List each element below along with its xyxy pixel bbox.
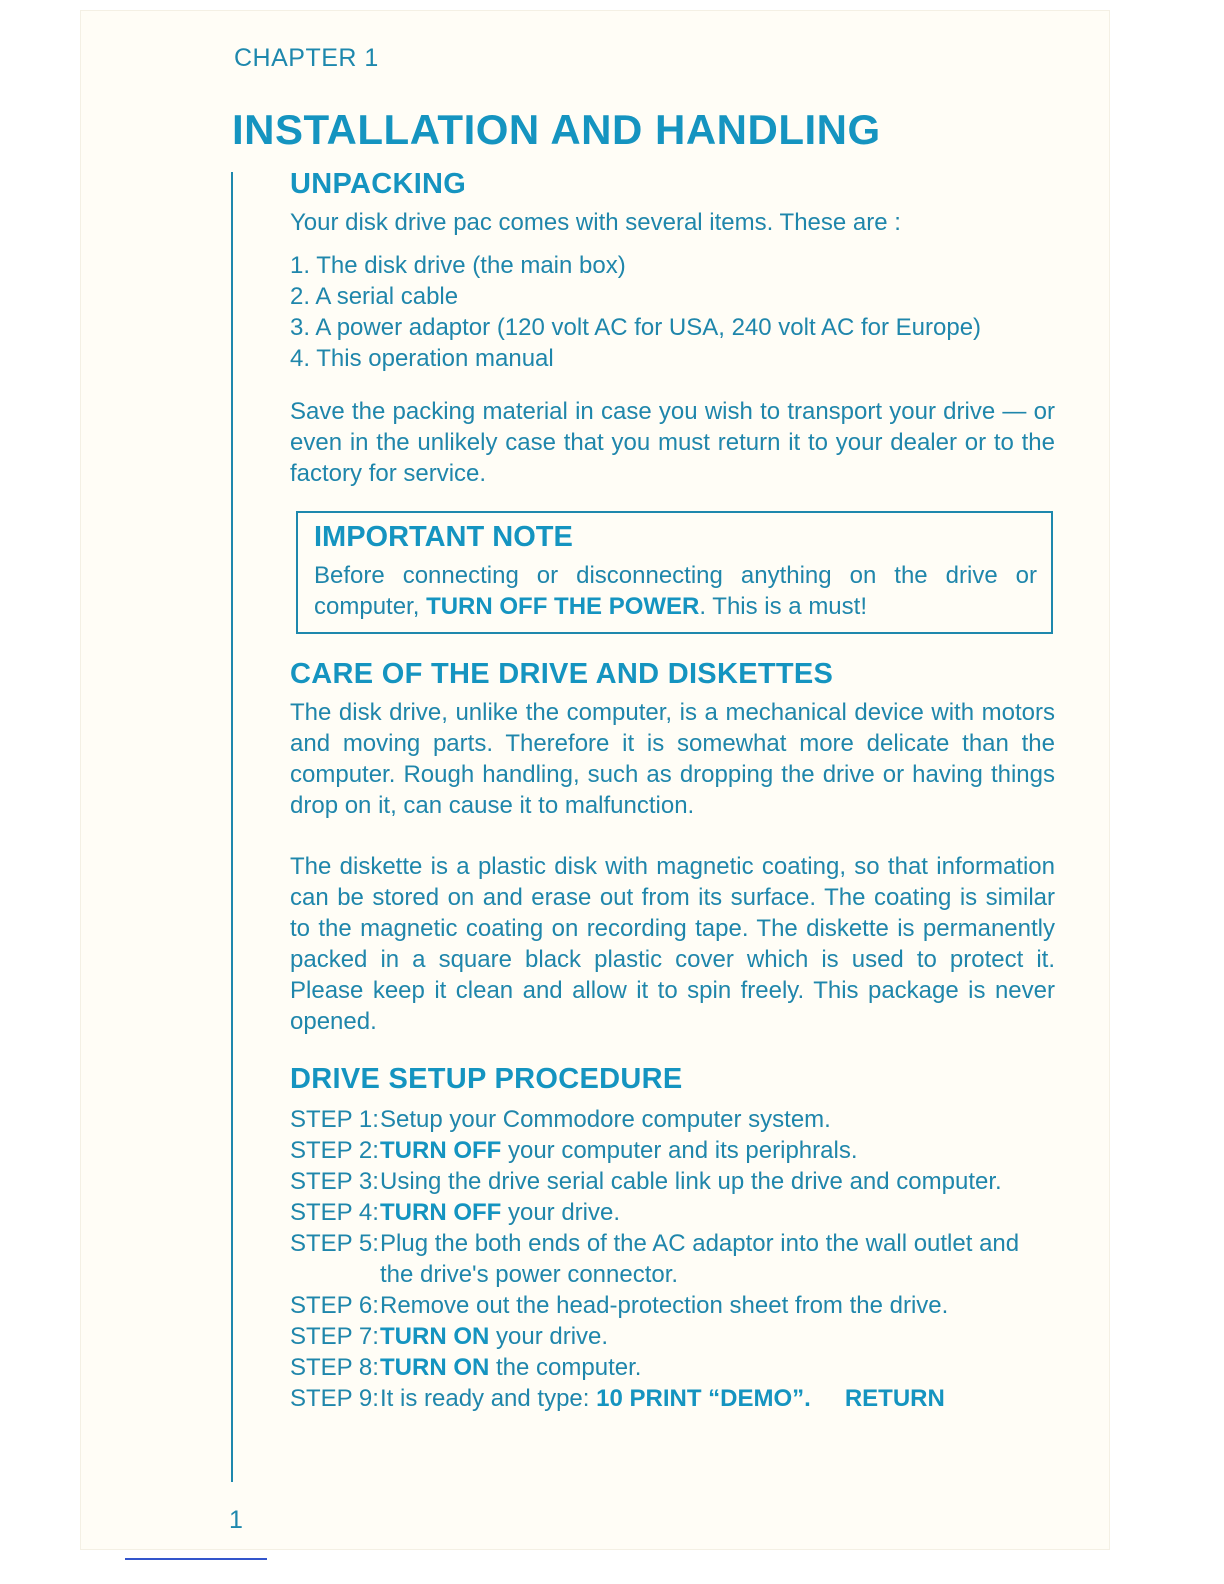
step-label: STEP 1: (290, 1106, 379, 1133)
setup-step (290, 1383, 1055, 1414)
care-section (290, 658, 1055, 1037)
step-text: Using the drive serial cable link up the drive and computer. (380, 1168, 1002, 1195)
setup-step (290, 1352, 1055, 1383)
unpacking-items-list (290, 250, 1055, 374)
step-text: the computer. (489, 1354, 642, 1381)
step-label: STEP 6: (290, 1292, 379, 1319)
step-emphasis: TURN ON (380, 1323, 490, 1350)
unpacking-intro: Your disk drive pac comes with several items. These are : (290, 209, 901, 236)
step-label: STEP 4: (290, 1199, 379, 1226)
step-label: STEP 2: (290, 1137, 379, 1164)
step-text: your computer and its periphrals. (501, 1137, 858, 1164)
step-text: Plug the both ends of the AC adaptor into the wall outlet and the drive's power connector. (380, 1230, 1020, 1288)
packing-material-note: Save the packing material in case you wish to transport your drive — or even in the unlikely case that you must return it to your dealer or to the factory for service. (290, 398, 1055, 487)
setup-step (290, 1228, 1055, 1290)
setup-step (290, 1290, 1055, 1321)
unpacking-section (290, 168, 1055, 489)
setup-step (290, 1321, 1055, 1352)
page-title: INSTALLATION AND HANDLING (232, 106, 881, 153)
important-note-box (296, 511, 1053, 634)
setup-steps-list (290, 1104, 1055, 1414)
setup-section (290, 1063, 1055, 1414)
setup-step (290, 1197, 1055, 1228)
important-note-text (314, 560, 1037, 622)
note-emphasis: TURN OFF THE POWER (426, 593, 700, 620)
step-text: Remove out the head-protection sheet from the drive. (380, 1292, 949, 1319)
return-key-label: RETURN (844, 1385, 945, 1412)
footer-underline (125, 1558, 267, 1560)
setup-step (290, 1135, 1055, 1166)
unpacking-heading: UNPACKING (290, 168, 467, 200)
setup-heading: DRIVE SETUP PROCEDURE (290, 1063, 683, 1095)
list-item: 2. A serial cable (290, 283, 459, 310)
step-emphasis: TURN ON (380, 1354, 490, 1381)
step-text: your drive. (489, 1323, 609, 1350)
list-item: 4. This operation manual (290, 345, 554, 372)
step-text: It is ready and type: (380, 1385, 597, 1412)
care-paragraph-diskette: The diskette is a plastic disk with magnetic coating, so that information can be stored on and erase out from its surface. The coating is similar to the magnetic coating on recording tape. The diskette is permanently packed in a square black plastic cover which is used to protect it. Please keep it clean and allow it to spin freely. This package is never opened. (290, 853, 1055, 1035)
list-item: 1. The disk drive (the main box) (290, 252, 626, 279)
step-label: STEP 9: (290, 1385, 379, 1412)
step-label: STEP 8: (290, 1354, 379, 1381)
step-emphasis: TURN OFF (380, 1199, 502, 1226)
important-note-heading: IMPORTANT NOTE (314, 521, 573, 553)
care-paragraph-drive: The disk drive, unlike the computer, is a mechanical device with motors and moving parts. Therefore it is somewhat more delicate than the computer. Rough handling, such as dropping the drive or having things drop on it, can cause it to malfunction. (290, 699, 1055, 819)
demo-command: 10 PRINT “DEMO”. (596, 1385, 811, 1412)
setup-step (290, 1104, 1055, 1135)
margin-rule (231, 172, 233, 1482)
note-text-before: Before connecting or disconnecting anything on the drive or computer, (314, 562, 1037, 620)
list-item: 3. A power adaptor (120 volt AC for USA, 240 volt AC for Europe) (290, 314, 982, 341)
page-number: 1 (229, 1506, 243, 1534)
step-label: STEP 5: (290, 1230, 379, 1257)
setup-step (290, 1166, 1055, 1197)
step-emphasis: TURN OFF (380, 1137, 502, 1164)
note-text-after: . This is a must! (699, 593, 867, 620)
step-text: Setup your Commodore computer system. (380, 1106, 831, 1133)
care-heading: CARE OF THE DRIVE AND DISKETTES (290, 658, 834, 690)
step-text: your drive. (501, 1199, 621, 1226)
main-content (290, 168, 1055, 1414)
chapter-label: CHAPTER 1 (234, 44, 379, 72)
step-label: STEP 7: (290, 1323, 379, 1350)
step-label: STEP 3: (290, 1168, 379, 1195)
